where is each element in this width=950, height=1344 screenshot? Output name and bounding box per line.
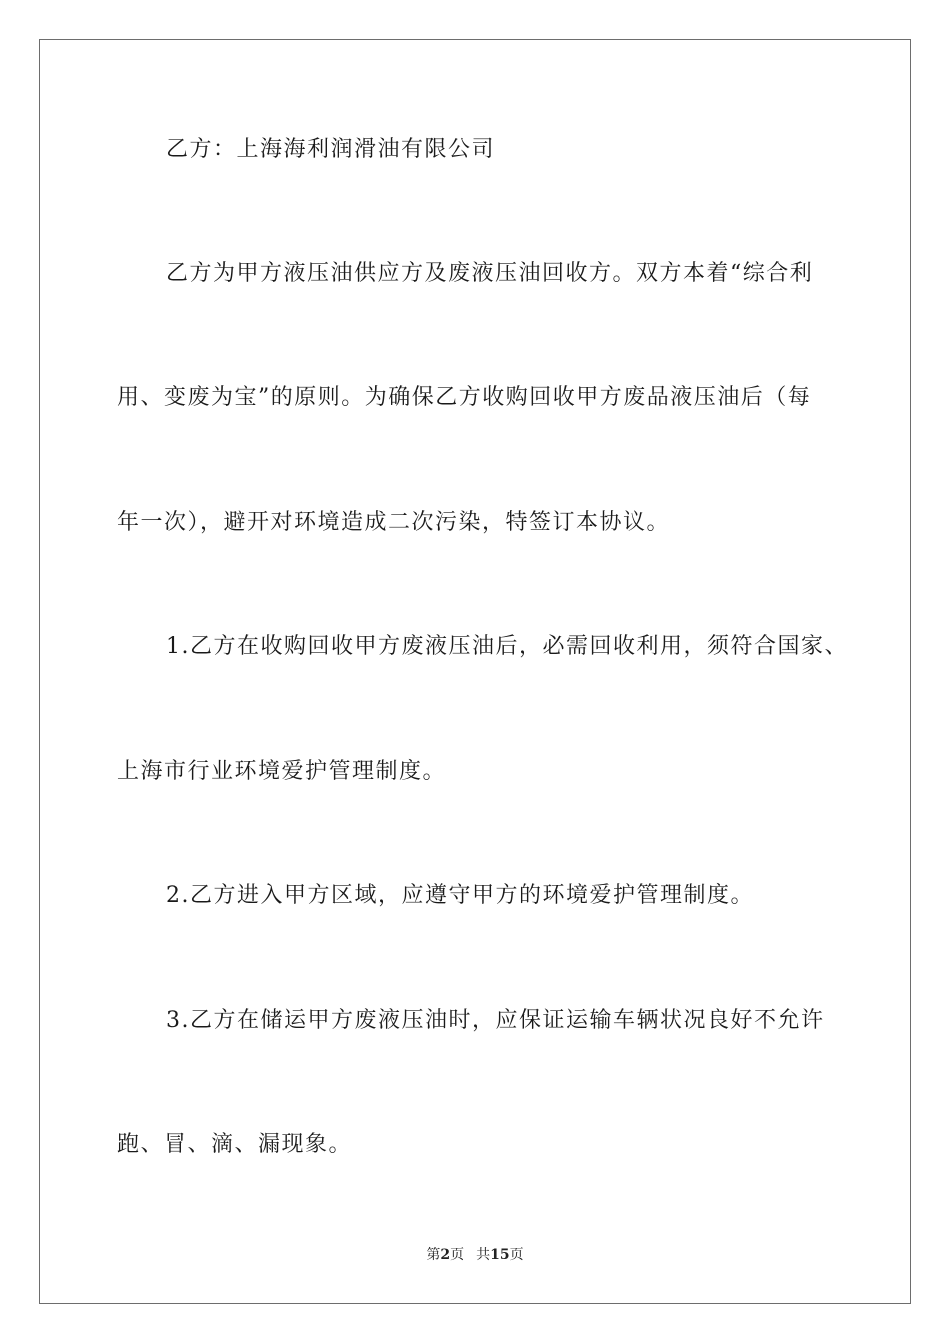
party-b-line: 乙方：上海海利润滑油有限公司 (166, 137, 496, 162)
total-pages: 15 (490, 1247, 510, 1263)
clause-1-line: 1.乙方在收购回收甲方废液压油后，必需回收利用，须符合国家、 (166, 634, 848, 659)
page-border (39, 39, 911, 1304)
paragraph-line: 年一次），避开对环境造成二次污染，特签订本协议。 (117, 510, 671, 535)
total-suffix: 页 (509, 1247, 524, 1263)
page-footer (0, 1246, 950, 1264)
paragraph-line: 乙方为甲方液压油供应方及废液压油回收方。双方本着“综合利 (166, 261, 814, 286)
page-prefix: 第 (426, 1247, 441, 1263)
total-prefix: 共 (476, 1247, 491, 1263)
paragraph-line: 用、变废为宝”的原则。为确保乙方收购回收甲方废品液压油后（每 (117, 385, 812, 410)
clause-3-line: 3.乙方在储运甲方废液压油时，应保证运输车辆状况良好不允许 (166, 1008, 825, 1033)
clause-2-line: 2.乙方进入甲方区域，应遵守甲方的环境爱护管理制度。 (166, 883, 754, 908)
clause-3-line: 跑、冒、滴、漏现象。 (117, 1132, 353, 1157)
page-suffix: 页 (450, 1247, 465, 1263)
clause-1-line: 上海市行业环境爱护管理制度。 (117, 759, 447, 784)
page-number: 2 (440, 1247, 451, 1263)
